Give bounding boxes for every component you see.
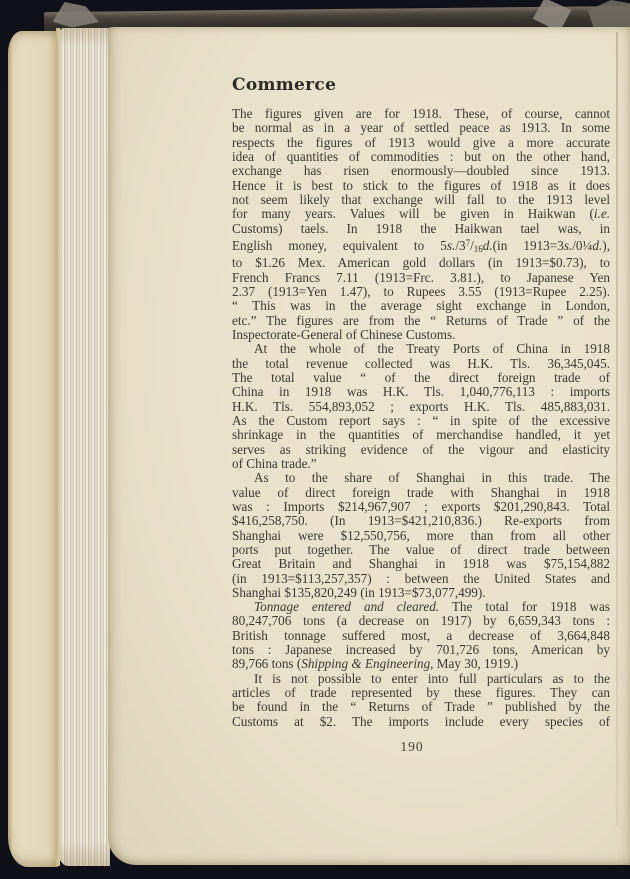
text-line: etc.” The figures are from the “ Returns of Trade ” of the: [232, 313, 610, 328]
text-line: value of direct foreign trade with Shanghai in 1918: [232, 485, 610, 500]
text-line: English money, equivalent to $5s./3^7/16d.(in$ 1913=3s./0¼d.),: [232, 237, 610, 254]
paragraph: [232, 672, 610, 729]
text-block: [232, 76, 610, 729]
page-edge-stack: [56, 28, 110, 866]
text-line: not seem likely that exchange will fall to the 1913 level: [232, 192, 610, 207]
paragraph: [232, 342, 610, 471]
text-line: As the Custom report says : “ in spite of the excessive: [232, 413, 610, 428]
paragraph: [232, 600, 610, 672]
text-line: Shanghai were $12,550,756, more than from all other: [232, 528, 610, 543]
text-line: Hence it is best to stick to the figures of 1918 as it does: [232, 178, 610, 193]
text-line: was : Imports $214,967,907 ; exports $201,290,843. Total: [232, 499, 610, 514]
paragraph: [232, 471, 610, 600]
text-line: of China trade.”: [232, 456, 317, 471]
flyleaf-fore-edge: [8, 31, 58, 867]
paragraph: [232, 107, 610, 342]
text-line: 2.37 (1913=Yen 1.47), to Rupees 3.55 (1913=Rupee 2.25).: [232, 284, 610, 299]
text-line: As to the share of Shanghai in this trade. The: [254, 471, 610, 486]
text-line: At the whole of the Treaty Ports of China in 1918: [254, 342, 610, 357]
text-line: shrinkage in the quantities of merchandise handled, it yet: [232, 428, 610, 443]
text-line: China in 1918 was H.K. Tls. 1,040,776,113 : imports: [232, 385, 610, 400]
text-line: respects the figures of 1913 would give a more accurate: [232, 135, 610, 150]
text-line: Customs at $2. The imports include every species of: [232, 714, 610, 729]
text-line: (in 1913=$113,257,357) : between the United States and: [232, 571, 610, 586]
text-line: British tonnage suffered most, a decrease of 3,664,848: [232, 628, 610, 643]
text-line: be found in the “ Returns of Trade ” published by the: [232, 700, 610, 715]
text-line: be normal as in a year of settled peace as 1913. In some: [232, 121, 610, 136]
text-line: The figures given are for 1918. These, of course, cannot: [232, 107, 610, 121]
text-line: idea of quantities of commodities : but on the other hand,: [232, 149, 610, 164]
text-line: to $1.26 Mex. American gold dollars (in 1913=$0.73), to: [232, 256, 610, 271]
paragraphs-container: [232, 107, 610, 729]
text-line: It is not possible to enter into full particulars as to the: [254, 671, 610, 686]
text-line: for many years. Values will be given in Haikwan (i.e.: [232, 207, 610, 222]
text-line: the total revenue collected was H.K. Tls. 36,345,045.: [232, 356, 610, 371]
text-line: H.K. Tls. 554,893,052 ; exports H.K. Tls. 485,883,031.: [232, 399, 610, 414]
text-line: 89,766 tons (Shipping & Engineering, May 30, 1919.): [232, 657, 519, 672]
text-line: The total value “ of the direct foreign trade of: [232, 370, 610, 385]
text-line: serves as striking evidence of the vigour and elasticity: [232, 442, 610, 457]
text-line: 80,247,706 tons (a decrease on 1917) by 6,659,343 tons :: [232, 614, 610, 629]
text-line: articles of trade represented by these figures. They can: [232, 686, 610, 701]
text-line: Tonnage entered and cleared. The total for 1918 was: [254, 600, 610, 615]
page-number: 190: [400, 739, 424, 754]
text-line: Inspectorate-General of Chinese Customs.: [232, 327, 456, 342]
text-line: Great Britain and Shanghai in 1918 was $75,154,882: [232, 557, 610, 572]
text-line: ports put together. The value of direct trade between: [232, 542, 610, 557]
text-line: “ This was in the average sight exchange in London,: [232, 299, 610, 314]
text-line: French Francs 7.11 (1913=Frc. 3.81.), to Japanese Yen: [232, 270, 610, 285]
text-line: Shanghai $135,820,249 (in 1913=$73,077,499).: [232, 585, 486, 600]
text-line: tons : Japanese increased by 701,726 tons, American by: [232, 643, 610, 658]
page-heading: Commerce: [232, 75, 337, 95]
text-line: exchange has risen enormously—doubled since 1913.: [232, 164, 610, 179]
text-line: $416,258,750. (In 1913=$421,210,836.) Re-exports from: [232, 514, 610, 529]
text-line: Customs) taels. In 1918 the Haikwan tael was, in: [232, 221, 610, 236]
